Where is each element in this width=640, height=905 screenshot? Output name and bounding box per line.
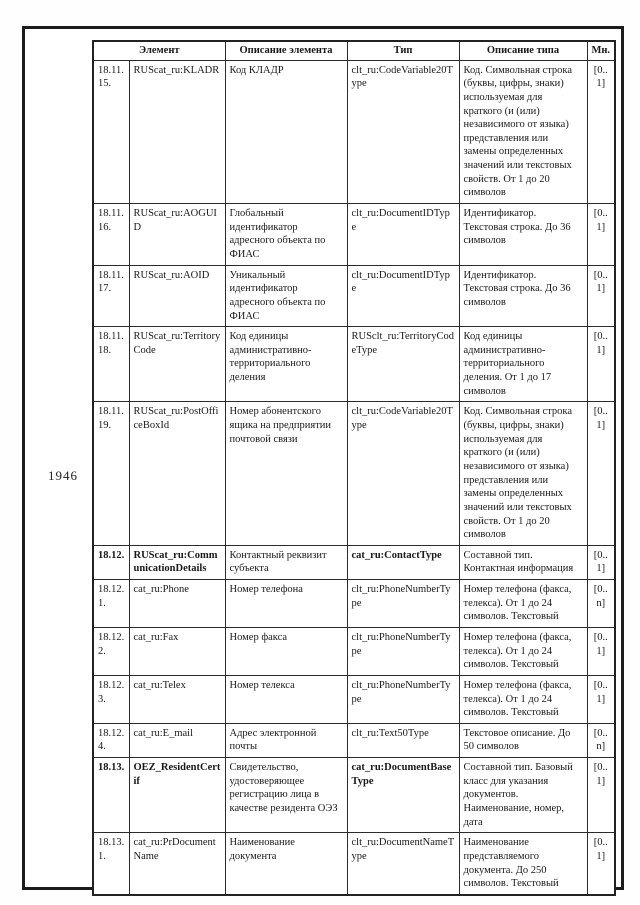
type-description-cell: Составной тип. Базовый класс для указания документов. Наименование, номер, дата xyxy=(459,758,587,833)
element-name-cell: OEZ_ResidentCertif xyxy=(129,758,225,833)
table-row xyxy=(93,545,615,579)
element-type-cell: clt_ru:PhoneNumberType xyxy=(347,627,459,675)
col-header-multiplicity: Мн. xyxy=(587,41,615,60)
col-header-type: Тип xyxy=(347,41,459,60)
multiplicity-cell: [0..1] xyxy=(587,545,615,579)
element-description-cell: Номер факса xyxy=(225,627,347,675)
element-type-cell: clt_ru:Text50Type xyxy=(347,723,459,757)
type-description-cell: Наименование представляемого документа. До 250 символов. Текстовый xyxy=(459,833,587,895)
multiplicity-cell: [0..1] xyxy=(587,60,615,203)
element-name-cell: cat_ru:Fax xyxy=(129,627,225,675)
element-name-cell: cat_ru:Telex xyxy=(129,675,225,723)
col-header-element: Элемент xyxy=(93,41,225,60)
multiplicity-cell: [0..n] xyxy=(587,580,615,628)
element-format-table xyxy=(92,40,616,896)
element-number-cell: 18.11.15. xyxy=(93,60,129,203)
element-number-cell: 18.12.4. xyxy=(93,723,129,757)
element-name-cell: RUScat_ru:TerritoryCode xyxy=(129,327,225,402)
element-number-cell: 18.12. xyxy=(93,545,129,579)
table-row xyxy=(93,327,615,402)
element-description-cell: Код единицы административно-территориального деления xyxy=(225,327,347,402)
element-type-cell: clt_ru:CodeVariable20Type xyxy=(347,60,459,203)
element-name-cell: RUScat_ru:KLADR xyxy=(129,60,225,203)
multiplicity-cell: [0..1] xyxy=(587,204,615,266)
element-name-cell: RUScat_ru:CommunicationDetails xyxy=(129,545,225,579)
multiplicity-cell: [0..1] xyxy=(587,833,615,895)
element-name-cell: RUScat_ru:AOID xyxy=(129,265,225,327)
multiplicity-cell: [0..1] xyxy=(587,402,615,545)
element-description-cell: Наименование документа xyxy=(225,833,347,895)
type-description-cell: Идентификатор. Текстовая строка. До 36 символов xyxy=(459,265,587,327)
type-description-cell: Код. Символьная строка (буквы, цифры, знаки) используемая для краткого (и (или) независимого от языка) представления или замены определенных значений или текстовых свойств. От 1 до 20 символов xyxy=(459,402,587,545)
table-row xyxy=(93,627,615,675)
element-description-cell: Свидетельство, удостоверяющее регистрацию лица в качестве резидента ОЭЗ xyxy=(225,758,347,833)
page-number: 1946 xyxy=(48,468,78,483)
table-row xyxy=(93,580,615,628)
element-type-cell: clt_ru:DocumentIDType xyxy=(347,265,459,327)
element-number-cell: 18.13.1. xyxy=(93,833,129,895)
table-row xyxy=(93,60,615,203)
col-header-type-description: Описание типа xyxy=(459,41,587,60)
element-description-cell: Код КЛАДР xyxy=(225,60,347,203)
multiplicity-cell: [0..1] xyxy=(587,758,615,833)
element-name-cell: cat_ru:PrDocumentName xyxy=(129,833,225,895)
table-row xyxy=(93,402,615,545)
table-row xyxy=(93,723,615,757)
element-number-cell: 18.12.3. xyxy=(93,675,129,723)
multiplicity-cell: [0..1] xyxy=(587,327,615,402)
type-description-cell: Номер телефона (факса, телекса). От 1 до 24 символов. Текстовый xyxy=(459,627,587,675)
table-header xyxy=(93,41,615,60)
element-description-cell: Номер абонентского ящика на предприятии почтовой связи xyxy=(225,402,347,545)
table-row xyxy=(93,265,615,327)
element-number-cell: 18.11.19. xyxy=(93,402,129,545)
element-type-cell: clt_ru:DocumentIDType xyxy=(347,204,459,266)
type-description-cell: Код. Символьная строка (буквы, цифры, знаки) используемая для краткого (и (или) независимого от языка) представления или замены определенных значений или текстовых свойств. От 1 до 20 символов xyxy=(459,60,587,203)
multiplicity-cell: [0..1] xyxy=(587,265,615,327)
table-body xyxy=(93,60,615,895)
element-description-cell: Контактный реквизит субъекта xyxy=(225,545,347,579)
element-name-cell: RUScat_ru:PostOfficeBoxId xyxy=(129,402,225,545)
element-name-cell: cat_ru:Phone xyxy=(129,580,225,628)
element-number-cell: 18.11.18. xyxy=(93,327,129,402)
element-type-cell: clt_ru:PhoneNumberType xyxy=(347,580,459,628)
element-number-cell: 18.12.2. xyxy=(93,627,129,675)
element-description-cell: Номер телефона xyxy=(225,580,347,628)
multiplicity-cell: [0..1] xyxy=(587,675,615,723)
table-header-row xyxy=(93,41,615,60)
multiplicity-cell: [0..n] xyxy=(587,723,615,757)
type-description-cell: Текстовое описание. До 50 символов xyxy=(459,723,587,757)
element-type-cell: clt_ru:CodeVariable20Type xyxy=(347,402,459,545)
type-description-cell: Номер телефона (факса, телекса). От 1 до 24 символов. Текстовый xyxy=(459,675,587,723)
type-description-cell: Идентификатор. Текстовая строка. До 36 символов xyxy=(459,204,587,266)
element-type-cell: cat_ru:DocumentBaseType xyxy=(347,758,459,833)
element-name-cell: RUScat_ru:AOGUID xyxy=(129,204,225,266)
element-description-cell: Уникальный идентификатор адресного объекта по ФИАС xyxy=(225,265,347,327)
element-type-cell: RUSclt_ru:TerritoryCodeType xyxy=(347,327,459,402)
element-type-cell: clt_ru:DocumentNameType xyxy=(347,833,459,895)
table-row xyxy=(93,675,615,723)
element-type-cell: cat_ru:ContactType xyxy=(347,545,459,579)
table-row xyxy=(93,833,615,895)
element-number-cell: 18.11.17. xyxy=(93,265,129,327)
table-row xyxy=(93,758,615,833)
element-name-cell: cat_ru:E_mail xyxy=(129,723,225,757)
element-type-cell: clt_ru:PhoneNumberType xyxy=(347,675,459,723)
col-header-element-description: Описание элемента xyxy=(225,41,347,60)
table-row xyxy=(93,204,615,266)
element-description-cell: Номер телекса xyxy=(225,675,347,723)
type-description-cell: Номер телефона (факса, телекса). От 1 до 24 символов. Текстовый xyxy=(459,580,587,628)
type-description-cell: Код единицы административно-территориального деления. От 1 до 17 символов xyxy=(459,327,587,402)
element-number-cell: 18.13. xyxy=(93,758,129,833)
element-number-cell: 18.12.1. xyxy=(93,580,129,628)
element-description-cell: Глобальный идентификатор адресного объекта по ФИАС xyxy=(225,204,347,266)
element-description-cell: Адрес электронной почты xyxy=(225,723,347,757)
type-description-cell: Составной тип. Контактная информация xyxy=(459,545,587,579)
element-number-cell: 18.11.16. xyxy=(93,204,129,266)
multiplicity-cell: [0..1] xyxy=(587,627,615,675)
